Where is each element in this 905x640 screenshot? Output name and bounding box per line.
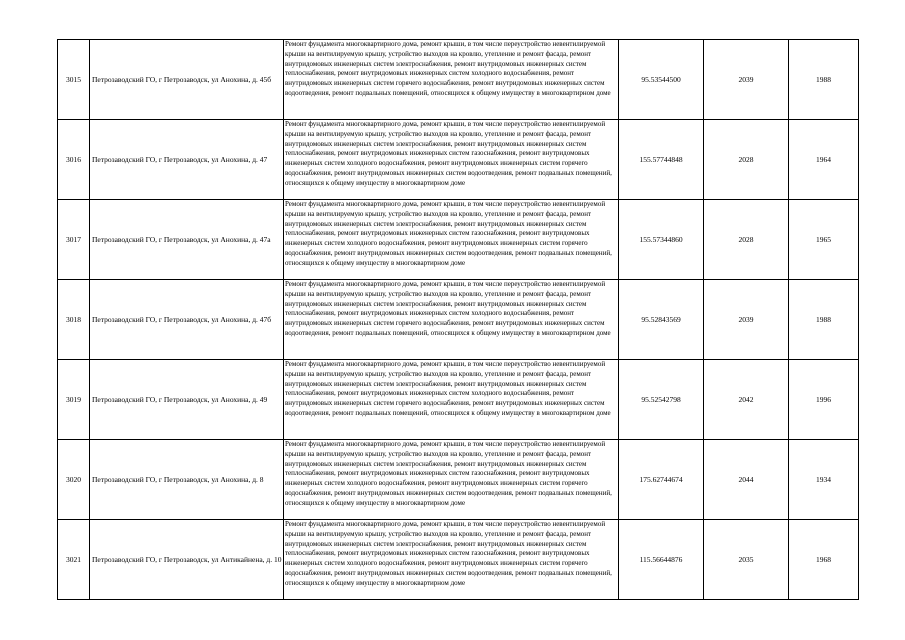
row-number: 3019 xyxy=(58,360,90,440)
table-row xyxy=(58,40,859,120)
works-cell: Ремонт фундамента многоквартирного дома, ремонт крыши, в том числе переустройство невентилируемой крыши на вентилируемую крышу, устройство выходов на кровлю, утепление и ремонт фасада, ремонт внутридомовых инженерных систем электроснабжения, ремонт внутридомовых инженерных систем теплоснабжения, ремонт внутридомовых инженерных систем холодного водоснабжения, ремонт внутридомовых инженерных систем горячего водоснабжения, ремонт внутридомовых инженерных систем водоотведения, ремонт подвальных помещений, относящихся к общему имуществу в многоквартирном доме xyxy=(284,360,619,440)
works-cell: Ремонт фундамента многоквартирного дома, ремонт крыши, в том числе переустройство невентилируемой крыши на вентилируемую крышу, устройство выходов на кровлю, утепление и ремонт фасада, ремонт внутридомовых инженерных систем электроснабжения, ремонт внутридомовых инженерных систем теплоснабжения, ремонт внутридомовых инженерных систем холодного водоснабжения, ремонт внутридомовых инженерных систем горячего водоснабжения, ремонт внутридомовых инженерных систем водоотведения, ремонт подвальных помещений, относящихся к общему имуществу в многоквартирном доме xyxy=(284,280,619,360)
works-cell: Ремонт фундамента многоквартирного дома, ремонт крыши, в том числе переустройство невентилируемой крыши на вентилируемую крышу, устройство выходов на кровлю, утепление и ремонт фасада, ремонт внутридомовых инженерных систем электроснабжения, ремонт внутридомовых инженерных систем теплоснабжения, ремонт внутридомовых инженерных систем газоснабжения, ремонт внутридомовых инженерных систем холодного водоснабжения, ремонт внутридомовых инженерных систем горячего водоснабжения, ремонт внутридомовых инженерных систем водоотведения, ремонт подвальных помещений, относящихся к общему имуществу в многоквартирном доме xyxy=(284,120,619,200)
table-row xyxy=(58,520,859,600)
repair-year-cell: 2044 xyxy=(704,440,789,520)
cost-cell: 175.62744674 xyxy=(619,440,704,520)
address-cell: Петрозаводский ГО, г Петрозаводск, ул Антикайнена, д. 10 xyxy=(90,520,284,600)
build-year-cell: 1968 xyxy=(789,520,859,600)
table-row xyxy=(58,360,859,440)
repair-year-cell: 2035 xyxy=(704,520,789,600)
row-number: 3015 xyxy=(58,40,90,120)
table-row xyxy=(58,200,859,280)
row-number: 3016 xyxy=(58,120,90,200)
table-row xyxy=(58,440,859,520)
capital-repair-table xyxy=(57,39,859,600)
repair-year-cell: 2028 xyxy=(704,200,789,280)
works-cell: Ремонт фундамента многоквартирного дома, ремонт крыши, в том числе переустройство невентилируемой крыши на вентилируемую крышу, устройство выходов на кровлю, утепление и ремонт фасада, ремонт внутридомовых инженерных систем электроснабжения, ремонт внутридомовых инженерных систем теплоснабжения, ремонт внутридомовых инженерных систем газоснабжения, ремонт внутридомовых инженерных систем холодного водоснабжения, ремонт внутридомовых инженерных систем горячего водоснабжения, ремонт внутридомовых инженерных систем водоотведения, ремонт подвальных помещений, относящихся к общему имуществу в многоквартирном доме xyxy=(284,520,619,600)
repair-year-cell: 2039 xyxy=(704,40,789,120)
build-year-cell: 1996 xyxy=(789,360,859,440)
repair-year-cell: 2042 xyxy=(704,360,789,440)
repair-year-cell: 2028 xyxy=(704,120,789,200)
repair-year-cell: 2039 xyxy=(704,280,789,360)
document-page xyxy=(57,39,859,600)
build-year-cell: 1964 xyxy=(789,120,859,200)
address-cell: Петрозаводский ГО, г Петрозаводск, ул Анохина, д. 8 xyxy=(90,440,284,520)
works-cell: Ремонт фундамента многоквартирного дома, ремонт крыши, в том числе переустройство невентилируемой крыши на вентилируемую крышу, устройство выходов на кровлю, утепление и ремонт фасада, ремонт внутридомовых инженерных систем электроснабжения, ремонт внутридомовых инженерных систем теплоснабжения, ремонт внутридомовых инженерных систем газоснабжения, ремонт внутридомовых инженерных систем холодного водоснабжения, ремонт внутридомовых инженерных систем горячего водоснабжения, ремонт внутридомовых инженерных систем водоотведения, ремонт подвальных помещений, относящихся к общему имуществу в многоквартирном доме xyxy=(284,200,619,280)
build-year-cell: 1988 xyxy=(789,280,859,360)
address-cell: Петрозаводский ГО, г Петрозаводск, ул Анохина, д. 49 xyxy=(90,360,284,440)
row-number: 3017 xyxy=(58,200,90,280)
table-row xyxy=(58,280,859,360)
row-number: 3020 xyxy=(58,440,90,520)
address-cell: Петрозаводский ГО, г Петрозаводск, ул Анохина, д. 45б xyxy=(90,40,284,120)
build-year-cell: 1965 xyxy=(789,200,859,280)
row-number: 3021 xyxy=(58,520,90,600)
cost-cell: 95.52843569 xyxy=(619,280,704,360)
works-cell: Ремонт фундамента многоквартирного дома, ремонт крыши, в том числе переустройство невентилируемой крыши на вентилируемую крышу, устройство выходов на кровлю, утепление и ремонт фасада, ремонт внутридомовых инженерных систем электроснабжения, ремонт внутридомовых инженерных систем теплоснабжения, ремонт внутридомовых инженерных систем газоснабжения, ремонт внутридомовых инженерных систем холодного водоснабжения, ремонт внутридомовых инженерных систем горячего водоснабжения, ремонт внутридомовых инженерных систем водоотведения, ремонт подвальных помещений, относящихся к общему имуществу в многоквартирном доме xyxy=(284,440,619,520)
cost-cell: 95.52542798 xyxy=(619,360,704,440)
address-cell: Петрозаводский ГО, г Петрозаводск, ул Анохина, д. 47б xyxy=(90,280,284,360)
cost-cell: 155.57344860 xyxy=(619,200,704,280)
cost-cell: 115.56644876 xyxy=(619,520,704,600)
cost-cell: 155.57744848 xyxy=(619,120,704,200)
build-year-cell: 1988 xyxy=(789,40,859,120)
build-year-cell: 1934 xyxy=(789,440,859,520)
address-cell: Петрозаводский ГО, г Петрозаводск, ул Анохина, д. 47 xyxy=(90,120,284,200)
address-cell: Петрозаводский ГО, г Петрозаводск, ул Анохина, д. 47а xyxy=(90,200,284,280)
cost-cell: 95.53544500 xyxy=(619,40,704,120)
row-number: 3018 xyxy=(58,280,90,360)
works-cell: Ремонт фундамента многоквартирного дома, ремонт крыши, в том числе переустройство невентилируемой крыши на вентилируемую крышу, устройство выходов на кровлю, утепление и ремонт фасада, ремонт внутридомовых инженерных систем электроснабжения, ремонт внутридомовых инженерных систем теплоснабжения, ремонт внутридомовых инженерных систем холодного водоснабжения, ремонт внутридомовых инженерных систем горячего водоснабжения, ремонт внутридомовых инженерных систем водоотведения, ремонт подвальных помещений, относящихся к общему имуществу в многоквартирном доме xyxy=(284,40,619,120)
table-row xyxy=(58,120,859,200)
